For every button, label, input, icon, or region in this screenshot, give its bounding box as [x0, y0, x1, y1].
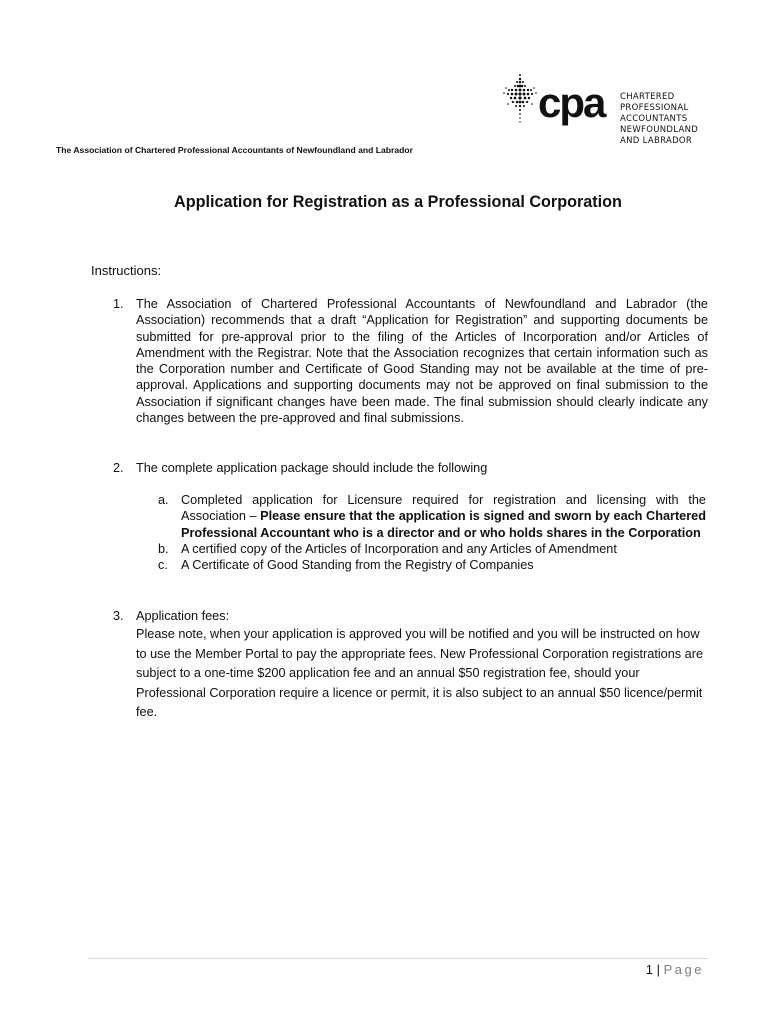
subitem-bold-text: Please ensure that the application is signed and sworn by each Chartered Professional Accountant who is a director and or who holds shares in the Corporation [181, 509, 706, 540]
subitem-text [181, 492, 706, 541]
document-title: Application for Registration as a Professional Corporation [174, 193, 622, 211]
page-number-footer [646, 962, 704, 977]
logo-line: PROFESSIONAL [620, 103, 689, 113]
logo-wordmark: cpa [538, 79, 605, 126]
subitem-letter: c. [158, 558, 168, 573]
subitem-a [158, 492, 706, 541]
maple-leaf-dots-icon [502, 72, 538, 124]
item-number: 1. [113, 297, 124, 311]
instruction-item-1 [113, 296, 708, 426]
subitem-letter: b. [158, 541, 169, 556]
subitem-b [158, 541, 706, 557]
subitem-c [158, 557, 706, 573]
logo-line: NEWFOUNDLAND [620, 125, 699, 135]
fees-heading: Application fees: [136, 609, 230, 623]
logo-line: ACCOUNTANTS [620, 114, 688, 124]
subitem-text: A certified copy of the Articles of Incorporation and any Articles of Amendment [181, 541, 617, 556]
instruction-item-3 [113, 608, 708, 722]
footer-divider [88, 958, 708, 959]
item-number: 3. [113, 609, 124, 623]
package-subitems [158, 492, 706, 573]
fees-text: Please note, when your application is approved you will be notified and you will be instructed on how to use the Member Portal to pay the appropriate fees. New Professional Corporation registrations are subject to a one-time $200 application fee and an annual $50 registration fee, should your Professional Corporation require a licence or permit, it is also subject to an annual $50 licence/permit fee. [136, 627, 704, 719]
subitem-letter: a. [158, 493, 169, 507]
cpa-logo [502, 72, 712, 152]
page-number: 1 [645, 962, 653, 977]
subitem-plain-text: Completed application for Licensure required for registration and licensing with the Association – [181, 493, 706, 524]
logo-line: CHARTERED [620, 92, 675, 102]
subitem-text: A Certificate of Good Standing from the Registry of Companies [181, 558, 534, 573]
association-header: The Association of Chartered Professional Accountants of Newfoundland and Labrador [56, 145, 413, 155]
instructions-label: Instructions: [91, 263, 162, 278]
logo-text [620, 92, 698, 147]
item-text: The complete application package should include the following [136, 461, 488, 475]
page-separator: | [656, 962, 660, 977]
item-number: 2. [113, 461, 124, 475]
page-word: Page [663, 962, 704, 977]
logo-line: AND LABRADOR [620, 136, 693, 146]
instruction-item-2 [113, 460, 708, 476]
item-text: The Association of Chartered Professional Accountants of Newfoundland and Labrador (the Association) recommends that a draft “Application for Registration” and supporting documents be submitted for pre-approval prior to the filing of the Articles of Incorporation and/or Articles of Amendment with the Registrar. Note that the Association recognizes that certain information such as the Corporation number and Certificate of Good Standing may not be available at the time of pre-approval. Applications and supporting documents may not be approved on final submission to the Association if significant changes have been made. The final submission should clearly indicate any changes between the pre-approved and final submissions. [136, 297, 708, 426]
